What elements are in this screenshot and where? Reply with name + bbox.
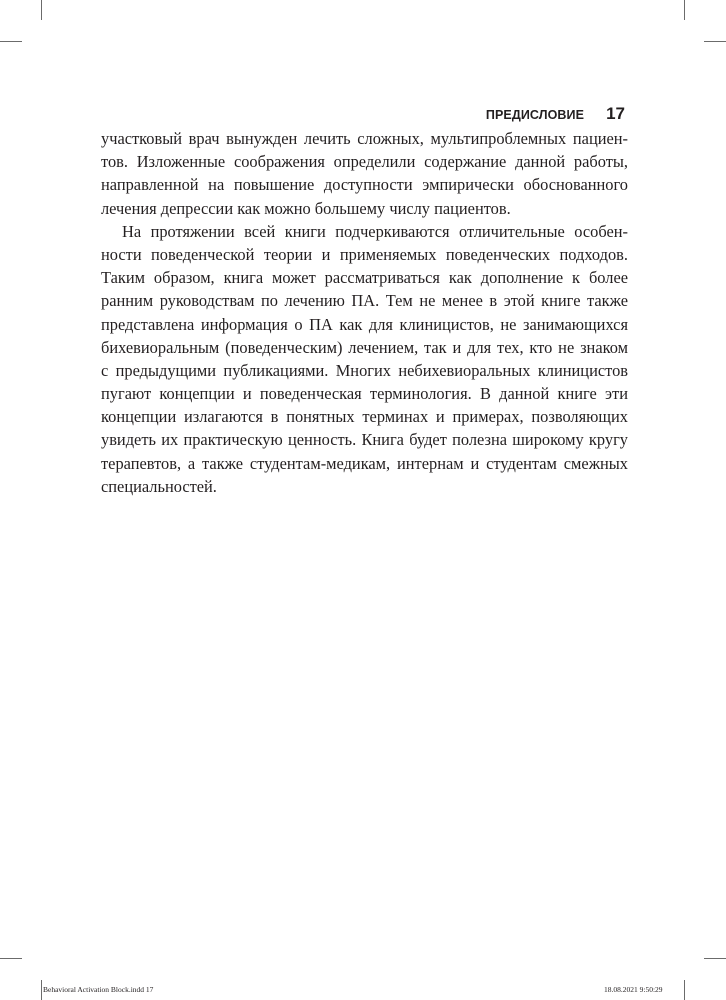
text-line: лечения депрессии как можно большему числу пациентов. — [101, 198, 511, 218]
text-line: тов. Изложенные соображения определили содержание данной работы, — [101, 152, 628, 172]
text-line: специальностей. — [101, 476, 217, 496]
text-line: пугают концепции и поведенческая терминология. В данной книге эти — [101, 384, 628, 404]
running-head — [486, 104, 625, 124]
page-number: 17 — [606, 104, 625, 123]
text-line: На протяжении всей книги подчеркиваются отличительные особен- — [122, 221, 628, 241]
text-line: представлена информация о ПА как для клиницистов, не занимающихся — [101, 314, 628, 334]
text-line: ности поведенческой теории и применяемых поведенческих подходов. — [101, 244, 628, 264]
crop-mark-bottom-left — [41, 980, 42, 1000]
crop-mark-left-bottom — [0, 958, 22, 959]
crop-mark-right-top — [704, 41, 726, 42]
running-title: ПРЕДИСЛОВИЕ — [485, 108, 585, 122]
text-line: концепции излагаются в понятных терминах и примерах, позволяющих — [101, 407, 628, 427]
text-line: направленной на повышение доступности эмпирически обоснованного — [101, 175, 628, 195]
crop-mark-top-right — [684, 0, 685, 20]
text-line: ранним руководствам по лечению ПА. Тем не менее в этой книге также — [101, 291, 628, 311]
text-line: увидеть их практическую ценность. Книга будет полезна широкому кругу — [101, 430, 628, 450]
crop-mark-right-bottom — [704, 958, 726, 959]
body-text — [101, 127, 628, 498]
crop-mark-top-left — [41, 0, 42, 20]
crop-mark-bottom-right — [684, 980, 685, 1000]
text-line: бихевиоральным (поведенческим) лечением, так и для тех, кто не знаком — [101, 337, 628, 357]
text-line: Таким образом, книга может рассматриваться как дополнение к более — [101, 268, 628, 288]
text-line: с предыдущими публикациями. Многих небихевиоральных клиницистов — [101, 360, 628, 380]
text-line: терапевтов, а также студентам-медикам, интернам и студентам смежных — [101, 453, 628, 473]
text-line: участковый врач вынужден лечить сложных, мультипроблемных пациен- — [101, 129, 628, 148]
crop-mark-left-top — [0, 41, 22, 42]
slug-file-info: Behavioral Activation Block.indd 17 — [43, 985, 154, 994]
slug-timestamp: 18.08.2021 9:50:29 — [604, 985, 663, 994]
